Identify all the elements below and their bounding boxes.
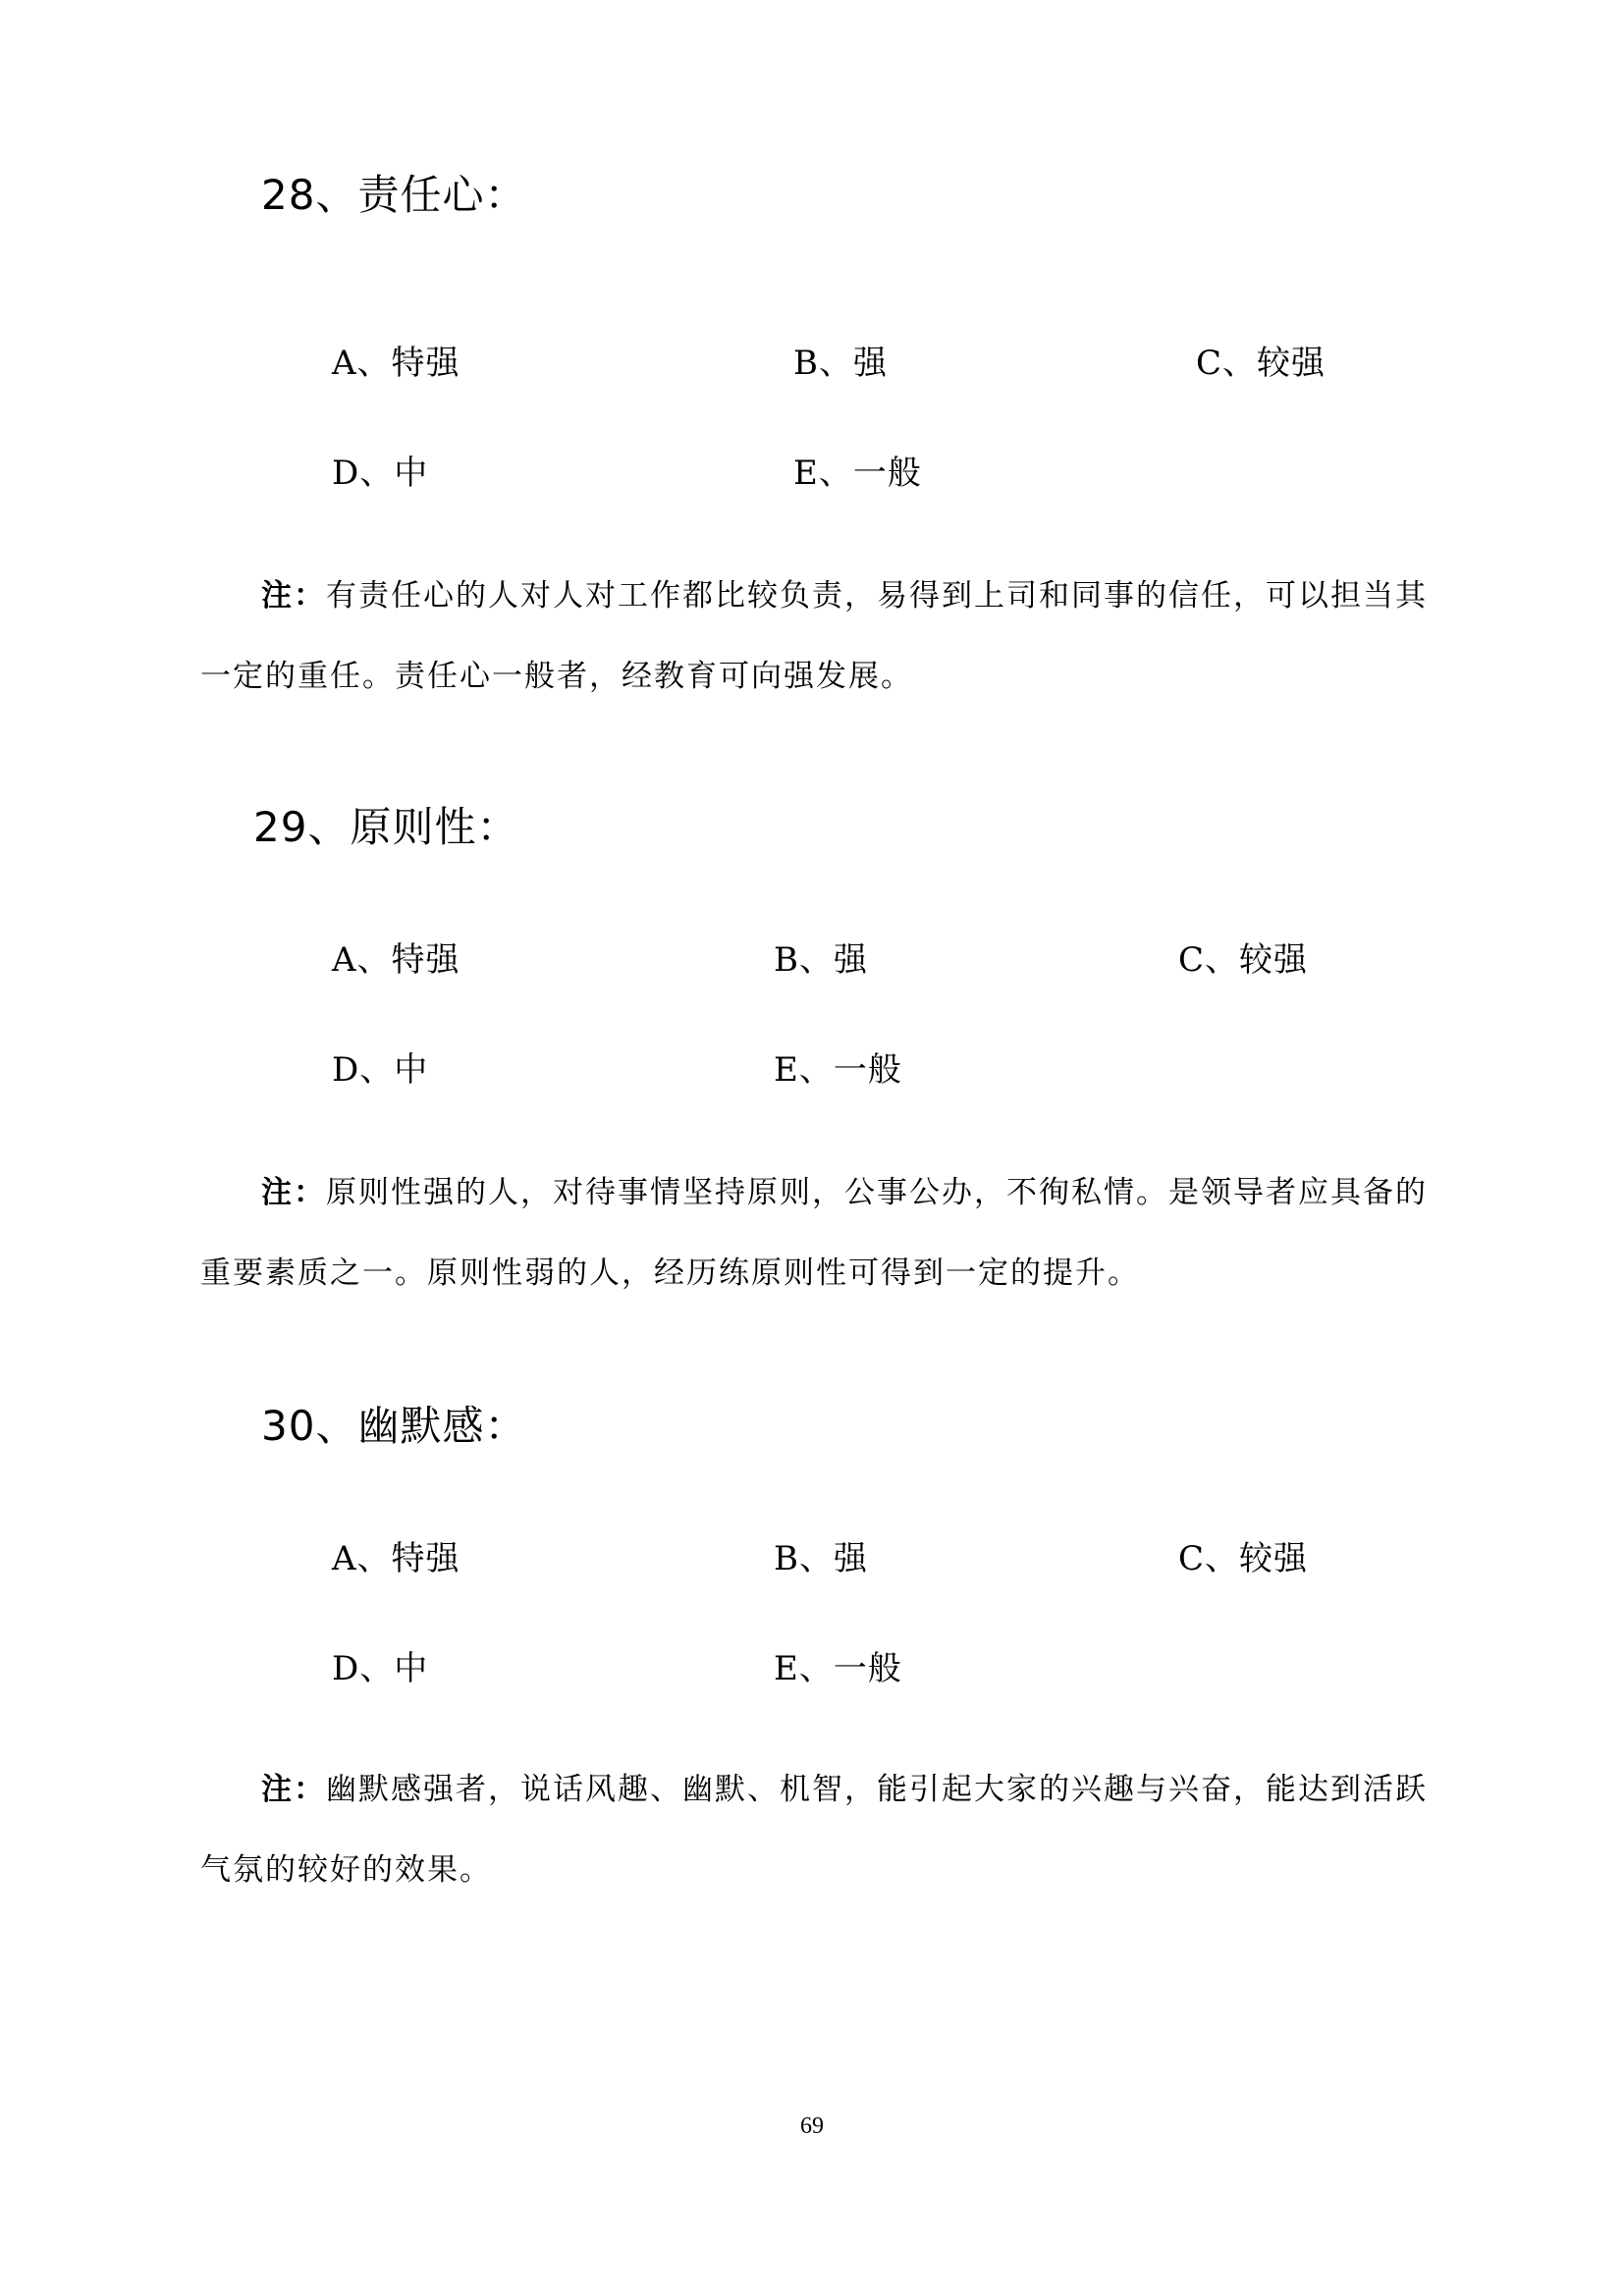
option-c-28: C、较强 [1196,344,1326,383]
option-b-29: B、强 [774,940,868,980]
note-label: 注： [261,578,326,614]
question-title-30: 30、幽默感： [261,1402,527,1450]
option-b-28: B、强 [793,344,888,383]
option-a-28: A、特强 [332,344,460,383]
note-28 [200,556,1428,717]
note-text-line-1: 原则性强的人，对待事情坚持原则，公事公办，不徇私情。是领导者应具备的 [326,1175,1428,1210]
question-title-28: 28、责任心： [261,171,527,219]
note-30 [200,1749,1428,1910]
note-label: 注： [261,1772,326,1807]
option-c-30: C、较强 [1178,1539,1309,1578]
note-text-line-1: 有责任心的人对人对工作都比较负责，易得到上司和同事的信任，可以担当其 [326,578,1428,614]
option-c-29: C、较强 [1178,940,1309,980]
note-text-line-2: 重要素质之一。原则性弱的人，经历练原则性可得到一定的提升。 [200,1255,1140,1291]
note-text-line-2: 一定的重任。责任心一般者，经教育可向强发展。 [200,659,913,694]
note-text-line-2: 气氛的较好的效果。 [200,1852,492,1888]
page-number: 69 [800,2113,824,2139]
option-e-28: E、一般 [793,454,922,493]
option-e-30: E、一般 [774,1649,902,1688]
option-b-30: B、强 [774,1539,868,1578]
note-29 [200,1152,1428,1313]
option-a-29: A、特强 [332,940,460,980]
option-d-30: D、中 [332,1649,429,1688]
note-label: 注： [261,1175,326,1210]
option-d-28: D、中 [332,454,429,493]
option-a-30: A、特强 [332,1539,460,1578]
option-e-29: E、一般 [774,1050,902,1090]
question-title-29: 29、原则性： [253,803,519,851]
note-text-line-1: 幽默感强者，说话风趣、幽默、机智，能引起大家的兴趣与兴奋，能达到活跃 [326,1772,1428,1807]
option-d-29: D、中 [332,1050,429,1090]
